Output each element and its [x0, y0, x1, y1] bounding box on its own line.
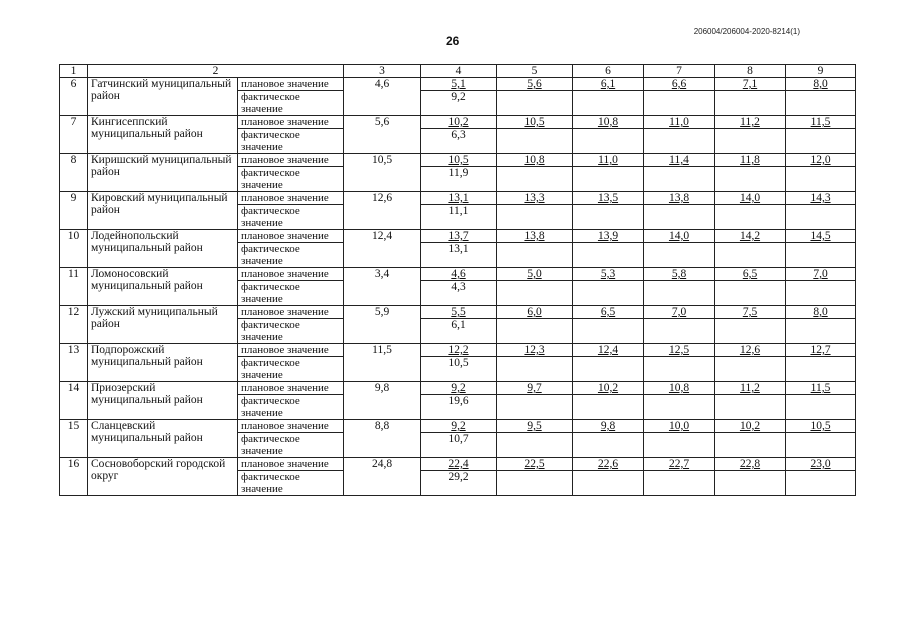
- table-body: [60, 78, 856, 496]
- empty-cell: [497, 167, 573, 192]
- empty-cell: [497, 129, 573, 154]
- empty-cell: [715, 281, 786, 306]
- plan-value-col6: 10,2: [573, 382, 644, 395]
- header-cell-6: 6: [573, 65, 644, 78]
- row-number: 7: [60, 116, 88, 154]
- empty-cell: [715, 129, 786, 154]
- empty-cell: [786, 319, 856, 344]
- empty-cell: [715, 433, 786, 458]
- row-number: 15: [60, 420, 88, 458]
- empty-cell: [644, 205, 715, 230]
- plan-value-col5: 9,7: [497, 382, 573, 395]
- header-row: [60, 65, 856, 78]
- page-number: 26: [446, 34, 460, 48]
- plan-value-col9: 12,7: [786, 344, 856, 357]
- header-cell-2: 2: [88, 65, 344, 78]
- plan-value-col4: 9,2: [421, 382, 497, 395]
- table-row-plan: [60, 192, 856, 205]
- plan-value-col6: 9,8: [573, 420, 644, 433]
- empty-cell: [786, 471, 856, 496]
- plan-label: плановое значение: [238, 154, 344, 167]
- plan-value-col5: 13,8: [497, 230, 573, 243]
- plan-value-col8: 10,2: [715, 420, 786, 433]
- plan-value-col8: 11,8: [715, 154, 786, 167]
- empty-cell: [573, 319, 644, 344]
- plan-value-col4: 5,1: [421, 78, 497, 91]
- base-value: 3,4: [344, 268, 421, 306]
- empty-cell: [573, 167, 644, 192]
- table-row-plan: [60, 230, 856, 243]
- empty-cell: [644, 357, 715, 382]
- plan-value-col9: 14,5: [786, 230, 856, 243]
- empty-cell: [573, 129, 644, 154]
- plan-value-col9: 10,5: [786, 420, 856, 433]
- plan-value-col8: 7,1: [715, 78, 786, 91]
- plan-value-col6: 13,9: [573, 230, 644, 243]
- plan-value-col9: 23,0: [786, 458, 856, 471]
- row-number: 9: [60, 192, 88, 230]
- fact-label: фактическое значение: [238, 357, 344, 382]
- row-number: 13: [60, 344, 88, 382]
- plan-value-col4: 9,2: [421, 420, 497, 433]
- empty-cell: [573, 433, 644, 458]
- plan-value-col6: 6,1: [573, 78, 644, 91]
- empty-cell: [715, 357, 786, 382]
- plan-value-col7: 7,0: [644, 306, 715, 319]
- empty-cell: [644, 129, 715, 154]
- empty-cell: [497, 205, 573, 230]
- table-row-plan: [60, 78, 856, 91]
- district-name: Сланцевский муниципальный район: [88, 420, 238, 458]
- plan-value-col4: 22,4: [421, 458, 497, 471]
- plan-value-col5: 10,5: [497, 116, 573, 129]
- header-cell-1: 1: [60, 65, 88, 78]
- plan-value-col5: 22,5: [497, 458, 573, 471]
- plan-label: плановое значение: [238, 420, 344, 433]
- fact-value-col4: 10,7: [421, 433, 497, 458]
- base-value: 12,6: [344, 192, 421, 230]
- empty-cell: [786, 395, 856, 420]
- plan-value-col7: 6,6: [644, 78, 715, 91]
- empty-cell: [786, 357, 856, 382]
- district-name: Ломоносовский муниципальный район: [88, 268, 238, 306]
- plan-value-col4: 13,1: [421, 192, 497, 205]
- district-name: Лужский муниципальный район: [88, 306, 238, 344]
- plan-value-col9: 11,5: [786, 116, 856, 129]
- empty-cell: [573, 243, 644, 268]
- plan-value-col8: 12,6: [715, 344, 786, 357]
- fact-label: фактическое значение: [238, 129, 344, 154]
- plan-value-col5: 5,0: [497, 268, 573, 281]
- plan-value-col5: 6,0: [497, 306, 573, 319]
- plan-label: плановое значение: [238, 230, 344, 243]
- empty-cell: [497, 91, 573, 116]
- plan-value-col4: 12,2: [421, 344, 497, 357]
- header-cell-5: 5: [497, 65, 573, 78]
- plan-value-col6: 10,8: [573, 116, 644, 129]
- row-number: 16: [60, 458, 88, 496]
- plan-value-col9: 12,0: [786, 154, 856, 167]
- empty-cell: [715, 471, 786, 496]
- district-name: Гатчинский муниципальный район: [88, 78, 238, 116]
- plan-value-col4: 13,7: [421, 230, 497, 243]
- plan-value-col5: 5,6: [497, 78, 573, 91]
- empty-cell: [644, 281, 715, 306]
- empty-cell: [497, 243, 573, 268]
- header-cell-3: 3: [344, 65, 421, 78]
- district-name: Киришский муниципальный район: [88, 154, 238, 192]
- base-value: 12,4: [344, 230, 421, 268]
- plan-value-col6: 6,5: [573, 306, 644, 319]
- empty-cell: [715, 205, 786, 230]
- row-number: 8: [60, 154, 88, 192]
- empty-cell: [497, 319, 573, 344]
- table-row-plan: [60, 306, 856, 319]
- empty-cell: [497, 395, 573, 420]
- plan-value-col7: 12,5: [644, 344, 715, 357]
- plan-value-col9: 8,0: [786, 78, 856, 91]
- plan-label: плановое значение: [238, 306, 344, 319]
- fact-value-col4: 9,2: [421, 91, 497, 116]
- plan-value-col8: 11,2: [715, 382, 786, 395]
- fact-value-col4: 4,3: [421, 281, 497, 306]
- plan-label: плановое значение: [238, 382, 344, 395]
- row-number: 12: [60, 306, 88, 344]
- row-number: 10: [60, 230, 88, 268]
- table-row-plan: [60, 344, 856, 357]
- empty-cell: [644, 319, 715, 344]
- district-name: Кировский муниципальный район: [88, 192, 238, 230]
- plan-value-col4: 5,5: [421, 306, 497, 319]
- plan-value-col5: 10,8: [497, 154, 573, 167]
- plan-value-col5: 13,3: [497, 192, 573, 205]
- plan-value-col9: 8,0: [786, 306, 856, 319]
- district-name: Подпорожский муниципальный район: [88, 344, 238, 382]
- district-name: Лодейнопольский муниципальный район: [88, 230, 238, 268]
- empty-cell: [786, 167, 856, 192]
- base-value: 9,8: [344, 382, 421, 420]
- plan-value-col9: 14,3: [786, 192, 856, 205]
- empty-cell: [786, 129, 856, 154]
- base-value: 5,9: [344, 306, 421, 344]
- empty-cell: [786, 243, 856, 268]
- empty-cell: [573, 357, 644, 382]
- fact-label: фактическое значение: [238, 395, 344, 420]
- plan-value-col8: 14,2: [715, 230, 786, 243]
- district-name: Сосновоборский городской округ: [88, 458, 238, 496]
- plan-label: плановое значение: [238, 344, 344, 357]
- empty-cell: [573, 281, 644, 306]
- header-cell-7: 7: [644, 65, 715, 78]
- empty-cell: [644, 433, 715, 458]
- fact-label: фактическое значение: [238, 91, 344, 116]
- empty-cell: [573, 471, 644, 496]
- plan-label: плановое значение: [238, 78, 344, 91]
- empty-cell: [573, 91, 644, 116]
- fact-value-col4: 10,5: [421, 357, 497, 382]
- empty-cell: [644, 167, 715, 192]
- plan-value-col9: 7,0: [786, 268, 856, 281]
- document-id: 206004/206004-2020-8214(1): [693, 27, 800, 36]
- fact-value-col4: 13,1: [421, 243, 497, 268]
- fact-label: фактическое значение: [238, 167, 344, 192]
- base-value: 24,8: [344, 458, 421, 496]
- empty-cell: [715, 243, 786, 268]
- base-value: 5,6: [344, 116, 421, 154]
- empty-cell: [497, 281, 573, 306]
- empty-cell: [644, 471, 715, 496]
- base-value: 8,8: [344, 420, 421, 458]
- empty-cell: [644, 395, 715, 420]
- empty-cell: [715, 167, 786, 192]
- header-cell-8: 8: [715, 65, 786, 78]
- plan-label: плановое значение: [238, 458, 344, 471]
- empty-cell: [786, 281, 856, 306]
- indicator-table: [59, 64, 856, 496]
- empty-cell: [644, 243, 715, 268]
- table-row-plan: [60, 458, 856, 471]
- table-row-plan: [60, 154, 856, 167]
- fact-value-col4: 11,9: [421, 167, 497, 192]
- plan-value-col7: 13,8: [644, 192, 715, 205]
- plan-value-col6: 12,4: [573, 344, 644, 357]
- plan-label: плановое значение: [238, 192, 344, 205]
- row-number: 14: [60, 382, 88, 420]
- empty-cell: [786, 433, 856, 458]
- plan-value-col5: 12,3: [497, 344, 573, 357]
- fact-label: фактическое значение: [238, 281, 344, 306]
- fact-label: фактическое значение: [238, 433, 344, 458]
- plan-value-col6: 13,5: [573, 192, 644, 205]
- fact-label: фактическое значение: [238, 471, 344, 496]
- plan-value-col7: 10,8: [644, 382, 715, 395]
- table-row-plan: [60, 382, 856, 395]
- plan-value-col8: 14,0: [715, 192, 786, 205]
- plan-value-col4: 10,5: [421, 154, 497, 167]
- table-row-plan: [60, 268, 856, 281]
- plan-label: плановое значение: [238, 268, 344, 281]
- empty-cell: [715, 319, 786, 344]
- plan-value-col7: 11,4: [644, 154, 715, 167]
- plan-value-col4: 10,2: [421, 116, 497, 129]
- header-cell-9: 9: [786, 65, 856, 78]
- plan-value-col5: 9,5: [497, 420, 573, 433]
- plan-value-col8: 22,8: [715, 458, 786, 471]
- fact-label: фактическое значение: [238, 243, 344, 268]
- plan-value-col7: 11,0: [644, 116, 715, 129]
- empty-cell: [573, 395, 644, 420]
- empty-cell: [715, 91, 786, 116]
- table-row-plan: [60, 116, 856, 129]
- empty-cell: [715, 395, 786, 420]
- fact-value-col4: 29,2: [421, 471, 497, 496]
- fact-value-col4: 11,1: [421, 205, 497, 230]
- header-cell-4: 4: [421, 65, 497, 78]
- plan-value-col8: 11,2: [715, 116, 786, 129]
- plan-value-col6: 11,0: [573, 154, 644, 167]
- empty-cell: [786, 91, 856, 116]
- table-row-plan: [60, 420, 856, 433]
- base-value: 11,5: [344, 344, 421, 382]
- district-name: Приозерский муниципальный район: [88, 382, 238, 420]
- row-number: 11: [60, 268, 88, 306]
- plan-value-col7: 22,7: [644, 458, 715, 471]
- empty-cell: [497, 471, 573, 496]
- empty-cell: [573, 205, 644, 230]
- plan-value-col7: 10,0: [644, 420, 715, 433]
- empty-cell: [644, 91, 715, 116]
- fact-label: фактическое значение: [238, 205, 344, 230]
- fact-value-col4: 19,6: [421, 395, 497, 420]
- empty-cell: [497, 433, 573, 458]
- base-value: 10,5: [344, 154, 421, 192]
- plan-value-col7: 14,0: [644, 230, 715, 243]
- plan-value-col8: 6,5: [715, 268, 786, 281]
- row-number: 6: [60, 78, 88, 116]
- plan-value-col6: 22,6: [573, 458, 644, 471]
- empty-cell: [497, 357, 573, 382]
- district-name: Кингисеппский муниципальный район: [88, 116, 238, 154]
- base-value: 4,6: [344, 78, 421, 116]
- plan-value-col7: 5,8: [644, 268, 715, 281]
- empty-cell: [786, 205, 856, 230]
- plan-label: плановое значение: [238, 116, 344, 129]
- fact-label: фактическое значение: [238, 319, 344, 344]
- plan-value-col4: 4,6: [421, 268, 497, 281]
- plan-value-col6: 5,3: [573, 268, 644, 281]
- plan-value-col9: 11,5: [786, 382, 856, 395]
- fact-value-col4: 6,1: [421, 319, 497, 344]
- fact-value-col4: 6,3: [421, 129, 497, 154]
- plan-value-col8: 7,5: [715, 306, 786, 319]
